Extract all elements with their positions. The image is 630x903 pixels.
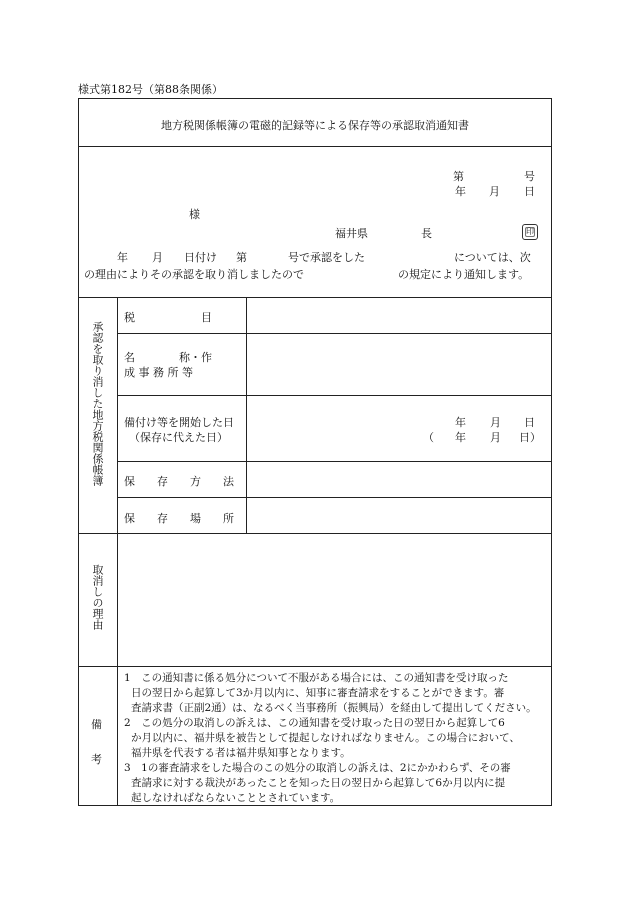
- start-day: 日: [524, 416, 535, 429]
- remarks-label-1: 備: [91, 718, 102, 731]
- date-year: 年: [455, 185, 466, 198]
- body-notify: の規定により通知します。: [398, 268, 530, 281]
- divider-row3: [117, 461, 552, 462]
- divider-reason: [78, 666, 552, 667]
- note-line: 査請求に対する裁決があったことを知った日の翌日から起算して6か月以内に提: [131, 777, 506, 789]
- note-line: 福井県を代表する者は福井県知事となります。: [131, 747, 351, 759]
- document-title: 地方税関係帳簿の電磁的記録等による保存等の承認取消通知書: [161, 119, 469, 132]
- note-line: 起しなければならないこととされています。: [131, 792, 341, 804]
- form-number: 様式第182号（第88条関係）: [78, 83, 223, 96]
- reason-label: 取消しの理由: [91, 564, 104, 630]
- body-reason: の理由によりその承認を取り消しましたので: [84, 268, 304, 281]
- storage-place-label: 保 存 場 所: [124, 512, 234, 525]
- start-month: 月: [490, 416, 501, 429]
- divider-revoked: [78, 533, 552, 534]
- remarks-label-2: 考: [91, 753, 102, 766]
- note-line: 査請求書（正副2通）は、なるべく当事務所（振興局）を経由して提出してください。: [131, 702, 537, 714]
- divider-row4: [117, 497, 552, 498]
- start-year: 年: [455, 416, 466, 429]
- divider-row1: [117, 333, 552, 334]
- number-suffix: 号: [524, 170, 535, 183]
- body-year: 年: [117, 251, 128, 264]
- date-month: 月: [489, 185, 500, 198]
- divider-row2: [117, 395, 552, 396]
- date-day: 日: [524, 185, 535, 198]
- body-no: 第: [236, 251, 247, 264]
- replaced-year: 年: [455, 431, 466, 444]
- note-line: 1 この通知書に係る処分について不服がある場合には、この通知書を受け取った: [124, 672, 509, 684]
- name-label-line2: 成 事 務 所 等: [124, 366, 193, 379]
- frame-top: [78, 98, 552, 99]
- body-regarding: については、次: [454, 251, 531, 264]
- note-line: 2 この処分の取消しの訴えは、この通知書を受け取った日の翌日から起算して6: [124, 717, 505, 729]
- seal-icon: 印: [522, 224, 538, 240]
- start-date-label-line2: （保存に代えた日）: [129, 431, 228, 444]
- divider-header: [78, 297, 552, 298]
- note-line: 3 1の審査請求をした場合のこの処分の取消しの訴えは、2にかかわらず、その審: [124, 762, 511, 774]
- frame-bottom: [78, 805, 552, 806]
- frame-left: [78, 98, 79, 806]
- storage-method-label: 保 存 方 法: [124, 475, 234, 488]
- issuer-prefecture: 福井県: [335, 227, 368, 240]
- label-column-divider: [117, 297, 118, 805]
- body-approval: 号で承認をした: [288, 251, 365, 264]
- addressee-suffix: 様: [189, 208, 200, 221]
- start-date-label-line1: 備付け等を開始した日: [124, 416, 234, 429]
- replaced-open: （: [423, 431, 434, 444]
- replaced-month: 月: [490, 431, 501, 444]
- body-day-dated: 日付け: [184, 251, 217, 264]
- name-label-line1: 名 称・作: [124, 351, 212, 364]
- number-prefix: 第: [453, 170, 464, 183]
- note-line: か月以内に、福井県を被告として提起しなければなりません。この場合において、: [131, 732, 520, 744]
- tax-item-label: [124, 309, 240, 325]
- issuer-chief: 長: [421, 227, 432, 240]
- replaced-day: 日）: [519, 431, 541, 444]
- tax-item-text: 税 目: [124, 311, 212, 324]
- note-line: 日の翌日から起算して3か月以内に、知事に審査請求をすることができます。審: [131, 687, 505, 699]
- divider-title: [78, 146, 552, 147]
- revoked-books-label: 承認を取り消した地方税関係帳簿: [91, 321, 104, 486]
- frame-right: [551, 98, 552, 806]
- body-month: 月: [152, 251, 163, 264]
